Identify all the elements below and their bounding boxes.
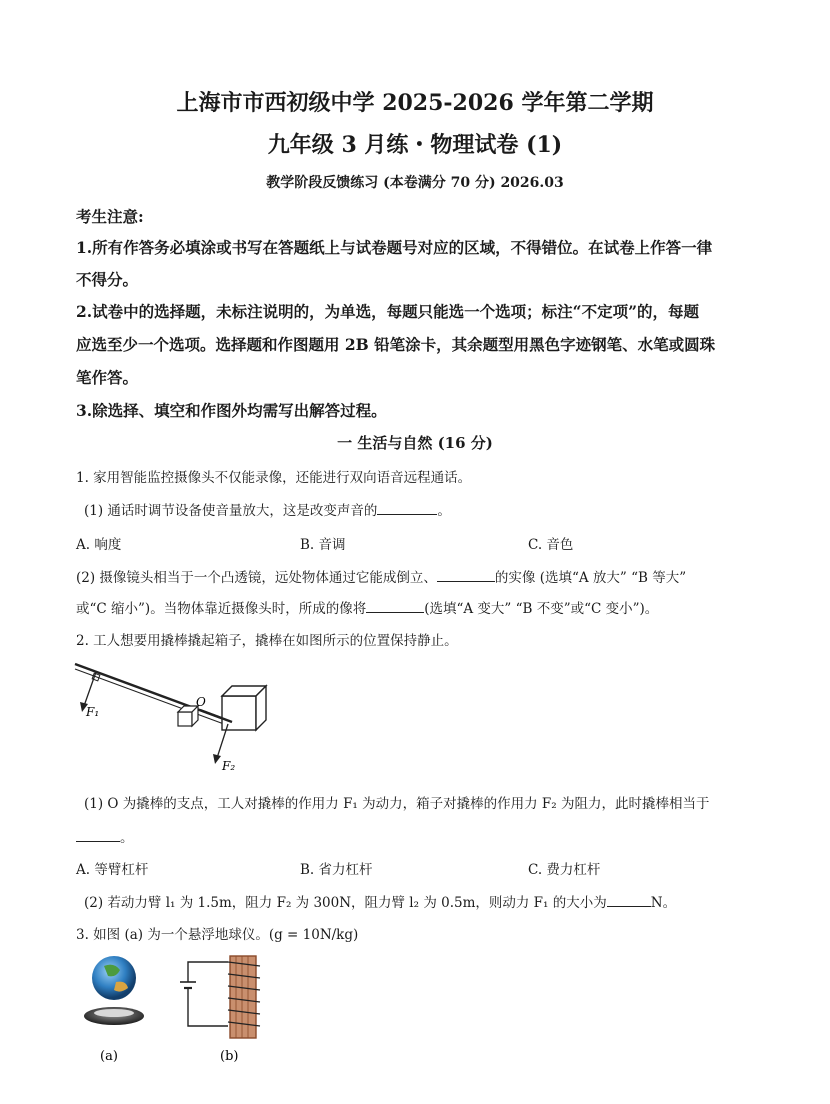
q3-figures xyxy=(70,948,290,1078)
iron-core xyxy=(230,956,256,1038)
answer-blank[interactable] xyxy=(607,892,651,907)
globe xyxy=(92,956,136,1000)
q2-stem: 2. 工人想要用撬棒撬起箱子，撬棒在如图所示的位置保持静止。 xyxy=(76,633,458,649)
q1-part2-text1: (2) 摄像镜头相当于一个凸透镜，远处物体通过它能成倒立、 xyxy=(76,570,437,586)
pivot-o-label: O xyxy=(196,695,206,709)
floating-globe-image xyxy=(84,956,144,1025)
lever-diagram xyxy=(60,650,300,780)
q1-part2-text4: (选填“A 变大” “B 不变”或“C 变小”)。 xyxy=(424,601,659,617)
q2-part1: (1) O 为撬棒的支点，工人对撬棒的作用力 F₁ 为动力，箱子对撬棒的作用力 F₂ 为阻力，此时撬棒相当于 xyxy=(84,796,710,812)
wire-bottom xyxy=(188,994,228,1026)
q2-option-c: C. 费力杠杆 xyxy=(528,862,601,878)
f1-label: F₁ xyxy=(86,705,100,719)
electromagnet-circuit xyxy=(180,956,260,1038)
school-title: 上海市市西初级中学 2025-2026 学年第二学期 xyxy=(176,90,654,116)
q3-stem: 3. 如图 (a) 为一个悬浮地球仪。(g = 10N/kg) xyxy=(76,927,359,943)
q1-part2-line2 xyxy=(76,597,658,617)
q1-part1-end: 。 xyxy=(437,503,451,519)
notice-line-2b: 应选至少一个选项。选择题和作图题用 2B 铅笔涂卡，其余题型用黑色字迹钢笔、水笔或圆珠 xyxy=(76,335,716,354)
answer-blank[interactable] xyxy=(437,567,495,582)
notice-line-1b: 不得分。 xyxy=(76,270,139,289)
notice-heading: 考生注意: xyxy=(76,207,144,226)
q1-option-c: C. 音色 xyxy=(528,537,574,553)
f2-label: F₂ xyxy=(222,759,236,773)
q1-option-b: B. 音调 xyxy=(300,537,346,553)
q2-part2-end: N。 xyxy=(650,895,677,911)
f2-arrowhead xyxy=(213,754,221,764)
paper-title: 九年级 3 月练・物理试卷 (1) xyxy=(267,132,563,158)
notice-line-3: 3.除选择、填空和作图外均需写出解答过程。 xyxy=(76,401,387,420)
q1-option-a: A. 响度 xyxy=(76,537,122,553)
q1-part2-line1 xyxy=(76,566,686,586)
wire-top xyxy=(188,962,228,982)
q2-option-b: B. 省力杠杆 xyxy=(300,862,373,878)
section-title: 一 生活与自然 (16 分) xyxy=(337,434,493,452)
figure-b-label: (b) xyxy=(220,1049,239,1064)
figure-a-label: (a) xyxy=(100,1049,118,1064)
answer-blank[interactable] xyxy=(76,827,120,842)
f1-arrow xyxy=(84,672,96,706)
answer-blank[interactable] xyxy=(366,598,424,613)
q2-part1-end: 。 xyxy=(120,830,134,846)
notice-line-1a: 1.所有作答务必填涂或书写在答题纸上与试卷题号对应的区域，不得错位。在试卷上作答一律 xyxy=(76,238,713,257)
q2-option-a: A. 等臂杠杆 xyxy=(76,862,149,878)
pivot-block xyxy=(178,712,192,726)
q1-part2-text3: 或“C 缩小”)。当物体靠近摄像头时，所成的像将 xyxy=(76,601,367,617)
notice-line-2a: 2.试卷中的选择题，未标注说明的，为单选，每题只能选一个选项；标注“不定项”的，每题 xyxy=(76,302,700,321)
q2-part2 xyxy=(84,891,676,911)
q1-part1 xyxy=(84,499,451,519)
notice-line-2c: 笔作答。 xyxy=(76,368,139,387)
q1-stem: 1. 家用智能监控摄像头不仅能录像，还能进行双向语音远程通话。 xyxy=(76,470,472,486)
paper-subtitle: 教学阶段反馈练习 (本卷满分 70 分) 2026.03 xyxy=(266,175,564,191)
q1-part1-text: (1) 通话时调节设备使音量放大，这是改变声音的 xyxy=(84,503,378,519)
q2-part1-answer xyxy=(76,826,134,846)
q1-part2-text2: 的实像 (选填“A 放大” “B 等大” xyxy=(494,570,687,586)
q2-part2-text: (2) 若动力臂 l₁ 为 1.5m，阻力 F₂ 为 300N，阻力臂 l₂ 为 0.5m，则动力 F₁ 的大小为 xyxy=(84,895,607,911)
answer-blank[interactable] xyxy=(377,500,437,515)
